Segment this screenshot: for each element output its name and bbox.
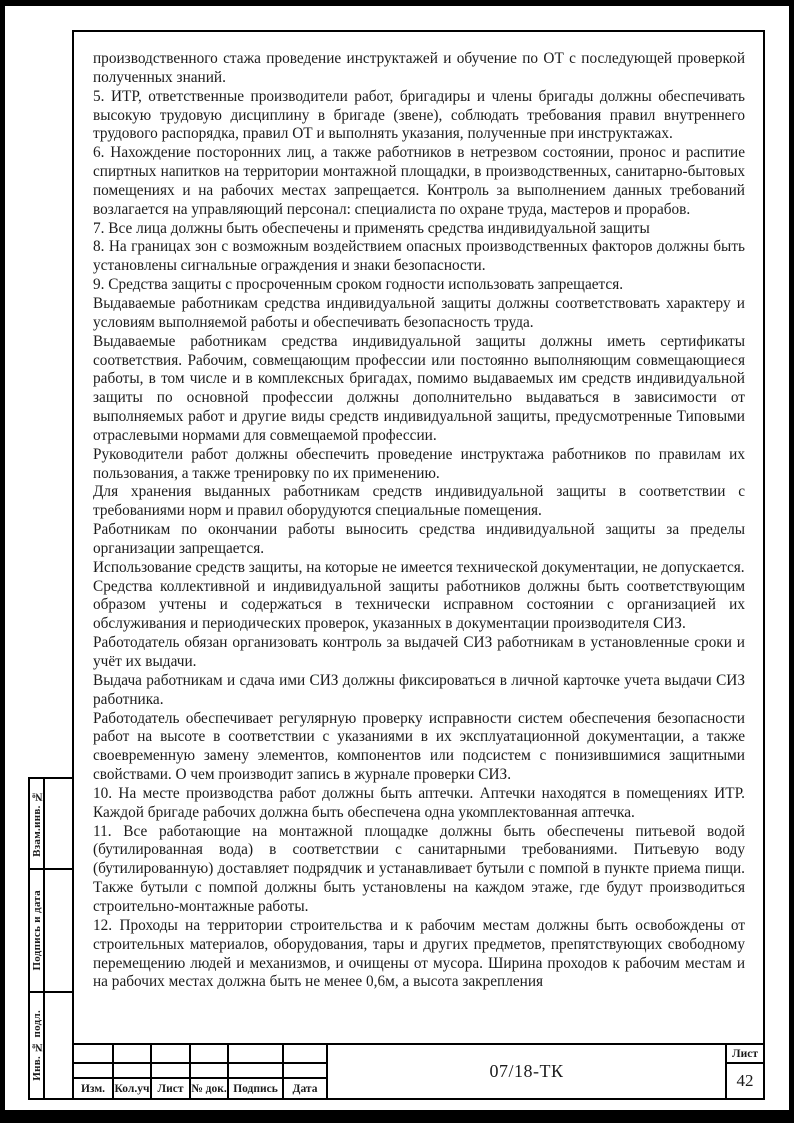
stamp-side-box-inv-podl [28,991,74,1100]
title-block-empty-cell [114,1045,150,1062]
paragraph: Работодатель обязан организовать контроль за выдачей СИЗ работникам в установленные сроки и учёт их выдачи. [93,634,745,670]
paragraph: 6. Нахождение посторонних лиц, а также работников в нетрезвом состоянии, пронос и распитие спиртных напитков на территории монтажной площадки, в производственных, санитарно-бытовых помещениях и на рабочих местах запрещается. Контроль за выполнением данных требований возлагается на управляющий персонал: специалиста по охране труда, мастеров и прорабов. [93,144,745,218]
title-block-empty-cell [152,1045,189,1062]
scan-border-right [789,0,794,1123]
scan-border-left [0,0,5,1123]
paragraph: Выдача работникам и сдача ими СИЗ должны фиксироваться в личной карточке учета выдачи СИЗ работника. [93,671,745,708]
stamp-side-label-cell [30,870,45,991]
sheet-label: Лист [727,1045,763,1062]
paragraph: Для хранения выданных работникам средств индивидуальной защиты в соответствии с требованиями норм и правил оборудуются специальные помещения. [93,483,745,520]
title-block-col-data: Дата [284,1079,326,1098]
paragraph: Выдаваемые работникам средства индивидуальной защиты должны соответствовать характеру и условиям выполняемой работы и обеспечивать безопасность труда. [93,294,745,331]
paragraph: Выдаваемые работникам средства индивидуальной защиты должны иметь сертификаты соответствия. Рабочим, совмещающим профессии или постоянно выполняющим совмещающиеся работы, в том числе и в комплексных бригадах, помимо выдаваемых им средств индивидуальной защиты по основной профессии должны дополнительно выдаваться в зависимости от выполняемых работ и другие виды средств индивидуальной защиты, предусмотренные Типовыми отраслевыми нормами для совмещаемой профессии. [93,332,745,444]
title-block-empty-cell [114,1064,150,1077]
paragraph: производственного стажа проведение инструктажей и обучение по ОТ с последующей проверкой полученных знаний. [93,50,745,86]
title-block-col-izm: Изм. [74,1079,112,1098]
title-block-col-koluch: Кол.уч [114,1079,150,1098]
title-block-empty-cell [152,1064,189,1077]
rotated-label-podpis-data: Подпись и дата [30,890,43,971]
title-block-empty-cell [74,1045,112,1062]
paragraph: Работодатель обеспечивает регулярную проверку исправности систем обеспечения безопасности работ на высоте в соответствии с указаниями в их эксплуатационной документации, а также своевременную замену элементов, компонентов или подсистем с понизившимися защитными свойствами. О чем производит запись в журнале проверки СИЗ. [93,709,745,784]
stamp-side-label-cell [30,779,45,868]
paragraph: Средства коллективной и индивидуальной защиты работников должны быть соответствующим образом учтены и содержаться в технически исправном состоянии с организацией их обслуживания и периодических проверок, указанных в документации производителя СИЗ. [93,577,745,633]
paragraph: 11. Все работающие на монтажной площадке должны быть обеспечены питьевой водой (бутилированная вода) в соответствии с санитарными требованиями. Питьевую воду (бутилированную) доставляет подрядчик и устанавливает бутыли с помпой в пункте приема пищи. Также бутыли с помпой должны быть установлены на каждом этаже, где будут производиться строительно-монтажные работы. [93,822,745,915]
rotated-label-inv-podl: Инв. № подл. [30,1010,43,1081]
title-block-empty-cell [284,1064,326,1077]
title-block-col-nomdok: № док. [191,1079,227,1098]
scan-border-bottom [0,1110,794,1123]
title-block-col-list: Лист [152,1079,189,1098]
paragraph: 9. Средства защиты с просроченным сроком годности использовать запрещается. [93,276,624,294]
document-code: 07/18-ТК [328,1045,725,1098]
paragraph: Использование средств защиты, на которые не имеется технической документации, не допускается. [93,558,745,576]
title-block-empty-cell [229,1064,282,1077]
document-text [93,50,745,992]
paragraph: Руководители работ должны обеспечить проведение инструктажа работников по правилам их пользования, а также тренировку по их применению. [93,445,745,482]
title-block-empty-cell [284,1045,326,1062]
title-block-empty-cell [191,1045,227,1062]
paragraph: 8. На границах зон с возможным воздействием опасных производственных факторов должны быть установлены сигнальные ограждения и знаки безопасности. [93,238,745,275]
title-block-empty-cell [191,1064,227,1077]
stamp-side-empty-cell [45,993,72,1098]
title-block [72,1043,765,1100]
title-block-col-podpis: Подпись [229,1079,282,1098]
stamp-side-empty-cell [45,779,72,868]
paragraph: 10. На месте производства работ должны быть аптечки. Аптечки находятся в помещениях ИТР. Каждой бригаде рабочих должна быть обеспечена одна укомплектованная аптечка. [93,784,745,821]
title-block-empty-cell [74,1064,112,1077]
paragraph: 12. Проходы на территории строительства и к рабочим местам должны быть освобождены от строительных материалов, оборудования, тары и других предметов, препятствующих свободному перемещению людей и механизмов, и очищены от мусора. Ширина проходов к рабочим местам и на рабочих местах должна быть не менее 0,6м, а высота закрепления [93,916,745,991]
paragraph: Работникам по окончании работы выносить средства индивидуальной защиты за пределы организации запрещается. [93,521,745,557]
paragraph: 7. Все лица должны быть обеспечены и применять средства индивидуальной защиты [93,219,650,237]
stamp-side-box-podpis-data [28,868,74,993]
rotated-label-vzam-inv: Взам.инв. № [30,790,43,857]
paragraph: 5. ИТР, ответственные производители работ, бригадиры и члены бригады должны обеспечивать высокую трудовую дисциплину в бригаде (звене), соблюдать требования правил внутреннего трудового распорядка, правил ОТ и выполнять указания, полученные при инструктажах. [93,87,745,143]
stamp-side-box-zamen-inv [28,777,74,870]
sheet-number: 42 [727,1064,763,1098]
title-block-empty-cell [229,1045,282,1062]
stamp-side-empty-cell [45,870,72,991]
scan-border-top [0,0,794,6]
stamp-side-label-cell [30,993,45,1098]
